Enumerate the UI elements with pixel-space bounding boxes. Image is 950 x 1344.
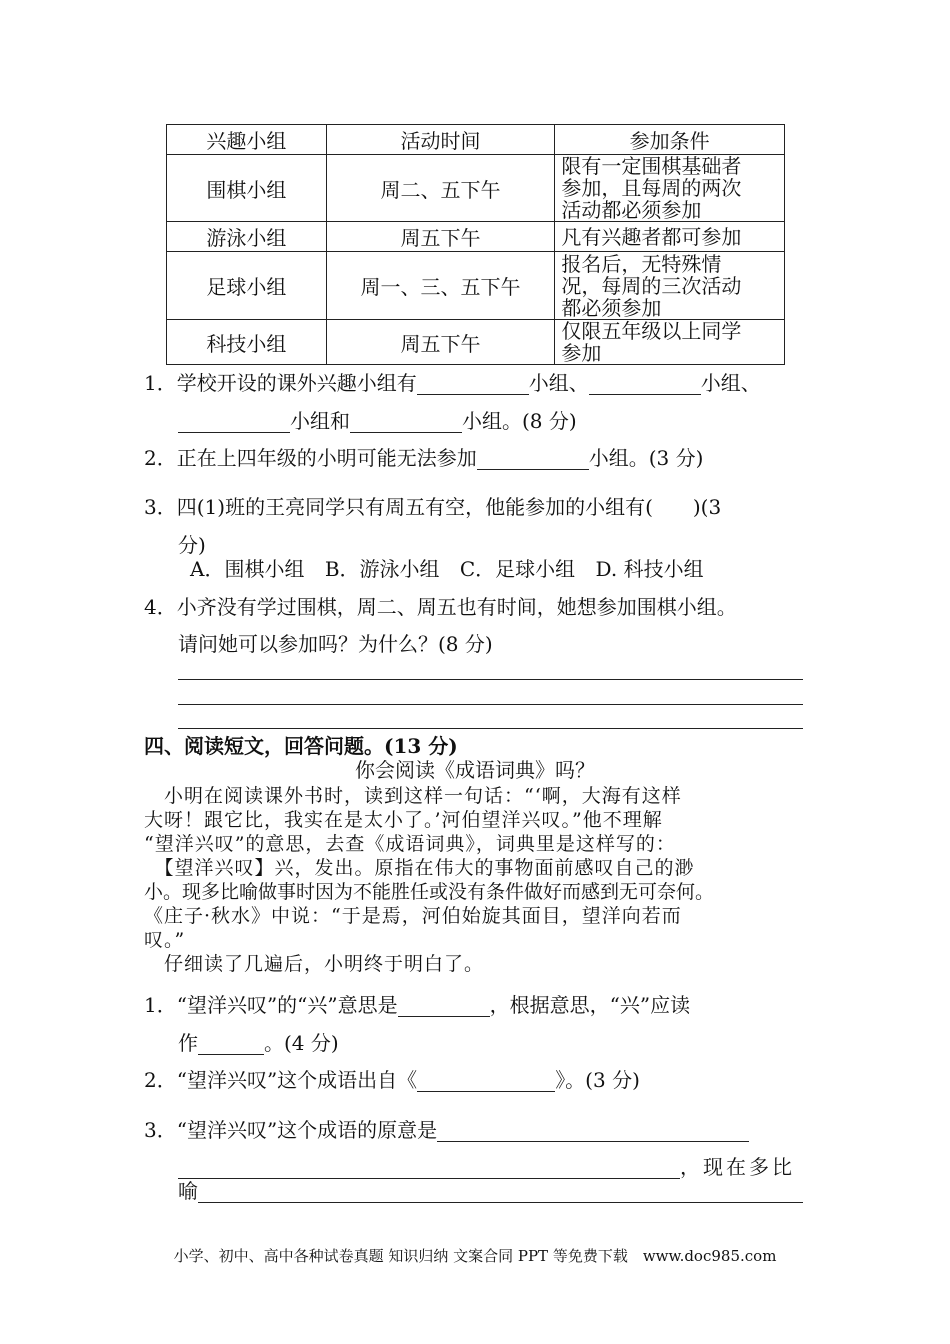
answer-blank[interactable] — [437, 1121, 749, 1142]
question-4 — [144, 595, 737, 619]
condition-cell — [555, 222, 785, 252]
passage — [144, 784, 714, 976]
question-number: 1． — [144, 371, 177, 395]
group-cell: 足球小组 — [167, 252, 327, 320]
passage-line: “望洋兴叹”的意思，去查《成语词典》，词典里是这样写的： — [144, 833, 676, 855]
reading-question-3-cont2 — [178, 1179, 803, 1203]
condition-line: 凡有兴趣者都可参加 — [561, 224, 742, 249]
condition-line: 况，每周的三次活动 — [561, 273, 742, 298]
reading-question-2 — [144, 1068, 640, 1092]
question-number: 2． — [144, 1068, 177, 1092]
passage-title: 你会阅读《成语词典》吗？ — [355, 758, 595, 782]
question-text: 作 — [178, 1031, 198, 1055]
interest-group-table — [166, 124, 785, 365]
reading-question-3-cont — [178, 1155, 795, 1179]
question-text: 小组。(8 分) — [462, 409, 577, 433]
group-cell: 围棋小组 — [167, 155, 327, 222]
header-cell: 兴趣小组 — [167, 125, 327, 155]
question-number: 4． — [144, 595, 177, 619]
table-header-row — [167, 125, 785, 155]
question-1 — [144, 371, 761, 395]
question-1-cont — [178, 409, 577, 433]
reading-question-1 — [144, 993, 690, 1017]
option-a[interactable]: A．围棋小组 — [190, 557, 305, 581]
time-cell: 周五下午 — [326, 320, 555, 365]
answer-line[interactable] — [178, 704, 803, 705]
reading-question-3 — [144, 1118, 749, 1142]
answer-blank[interactable] — [398, 996, 490, 1017]
condition-line: 都必须参加 — [561, 295, 662, 320]
question-3 — [144, 495, 721, 519]
header-cell: 参加条件 — [555, 125, 785, 155]
answer-blank[interactable] — [178, 1158, 680, 1179]
time-cell: 周五下午 — [326, 222, 555, 252]
condition-cell — [555, 155, 785, 222]
condition-line: 报名后，无特殊情 — [561, 251, 722, 276]
question-text: 喻 — [178, 1179, 198, 1203]
answer-blank[interactable] — [417, 1071, 555, 1092]
answer-blank[interactable] — [198, 1034, 264, 1055]
condition-cell — [555, 252, 785, 320]
table-row — [167, 222, 785, 252]
answer-blank[interactable] — [350, 412, 462, 433]
section-heading: 四、阅读短文，回答问题。(13 分) — [144, 734, 458, 758]
question-text: “望洋兴叹”的“兴”意思是 — [176, 993, 398, 1017]
passage-line: 叹。” — [144, 929, 186, 951]
table-row — [167, 155, 785, 222]
question-text: 小齐没有学过围棋，周二、周五也有时间，她想参加围棋小组。 — [176, 595, 737, 619]
question-number: 3． — [144, 1118, 177, 1142]
condition-line: 活动都必须参加 — [561, 198, 702, 222]
footer-note: 小学、初中、高中各种试卷真题 知识归纳 文案合同 PPT 等免费下载 www.doc985.com — [173, 1247, 777, 1265]
time-cell: 周二、五下午 — [326, 155, 555, 222]
header-cell: 活动时间 — [326, 125, 555, 155]
question-text: “望洋兴叹”这个成语出自《 — [176, 1068, 418, 1092]
question-number: 3． — [144, 495, 177, 519]
answer-blank[interactable] — [417, 374, 529, 395]
condition-line: 仅限五年级以上同学 — [561, 319, 742, 343]
time-cell: 周一、三、五下午 — [326, 252, 555, 320]
condition-line: 参加，且每周的两次 — [561, 176, 742, 200]
condition-line: 限有一定围棋基础者 — [561, 154, 742, 178]
answer-blank[interactable] — [178, 412, 290, 433]
condition-cell — [555, 320, 785, 365]
question-text: 》。(3 分) — [555, 1068, 640, 1092]
question-text: 小组和 — [290, 409, 350, 433]
condition-line: 参加 — [561, 341, 602, 365]
question-text: ，根据意思，“兴”应读 — [489, 993, 691, 1017]
question-text: 正在上四年级的小明可能无法参加 — [176, 446, 477, 470]
answer-blank[interactable] — [589, 374, 701, 395]
question-text: 。(4 分) — [264, 1031, 339, 1055]
passage-line: 仔细读了几遍后，小明终于明白了。 — [144, 953, 485, 975]
option-b[interactable]: B．游泳小组 — [324, 557, 440, 581]
question-text: 小组、 — [528, 371, 589, 395]
question-2 — [144, 446, 703, 470]
passage-line: 【望洋兴叹】兴，发出。原指在伟大的事物面前感叹自己的渺 — [144, 857, 695, 879]
table-row — [167, 320, 785, 365]
reading-question-1-cont — [178, 1031, 339, 1055]
option-c[interactable]: C．足球小组 — [459, 557, 576, 581]
question-text: ，现在多比 — [680, 1155, 795, 1179]
answer-blank[interactable] — [477, 449, 589, 470]
passage-line: 小明在阅读课外书时，读到这样一句话：“‘啊，大海有这样 — [144, 785, 682, 807]
question-4-cont: 请问她可以参加吗？为什么？(8 分) — [178, 632, 493, 656]
choice-options — [190, 557, 704, 581]
group-cell: 科技小组 — [167, 320, 327, 365]
question-number: 1． — [144, 993, 177, 1017]
answer-line[interactable] — [178, 728, 803, 729]
question-text: 学校开设的课外兴趣小组有 — [176, 371, 417, 395]
answer-line[interactable] — [178, 679, 803, 680]
passage-line: 小。现多比喻做事时因为不能胜任或没有条件做好而感到无可奈何。 — [144, 881, 715, 903]
table-row — [167, 252, 785, 320]
question-number: 2． — [144, 446, 177, 470]
question-text: 四(1)班的王亮同学只有周五有空，他能参加的小组有( )(3 — [176, 495, 722, 519]
question-3-cont: 分) — [178, 533, 206, 557]
question-text: 小组。(3 分) — [588, 446, 704, 470]
passage-line: 大呀！跟它比，我实在是太小了。’河伯望洋兴叹。”他不理解 — [144, 809, 663, 831]
question-text: “望洋兴叹”这个成语的原意是 — [176, 1118, 438, 1142]
option-d[interactable]: D. 科技小组 — [595, 557, 704, 581]
question-text: 小组、 — [700, 371, 761, 395]
answer-blank[interactable] — [198, 1182, 803, 1203]
passage-line: 《庄子·秋水》中说：“于是焉，河伯始旋其面目，望洋向若而 — [144, 905, 682, 927]
group-cell: 游泳小组 — [167, 222, 327, 252]
